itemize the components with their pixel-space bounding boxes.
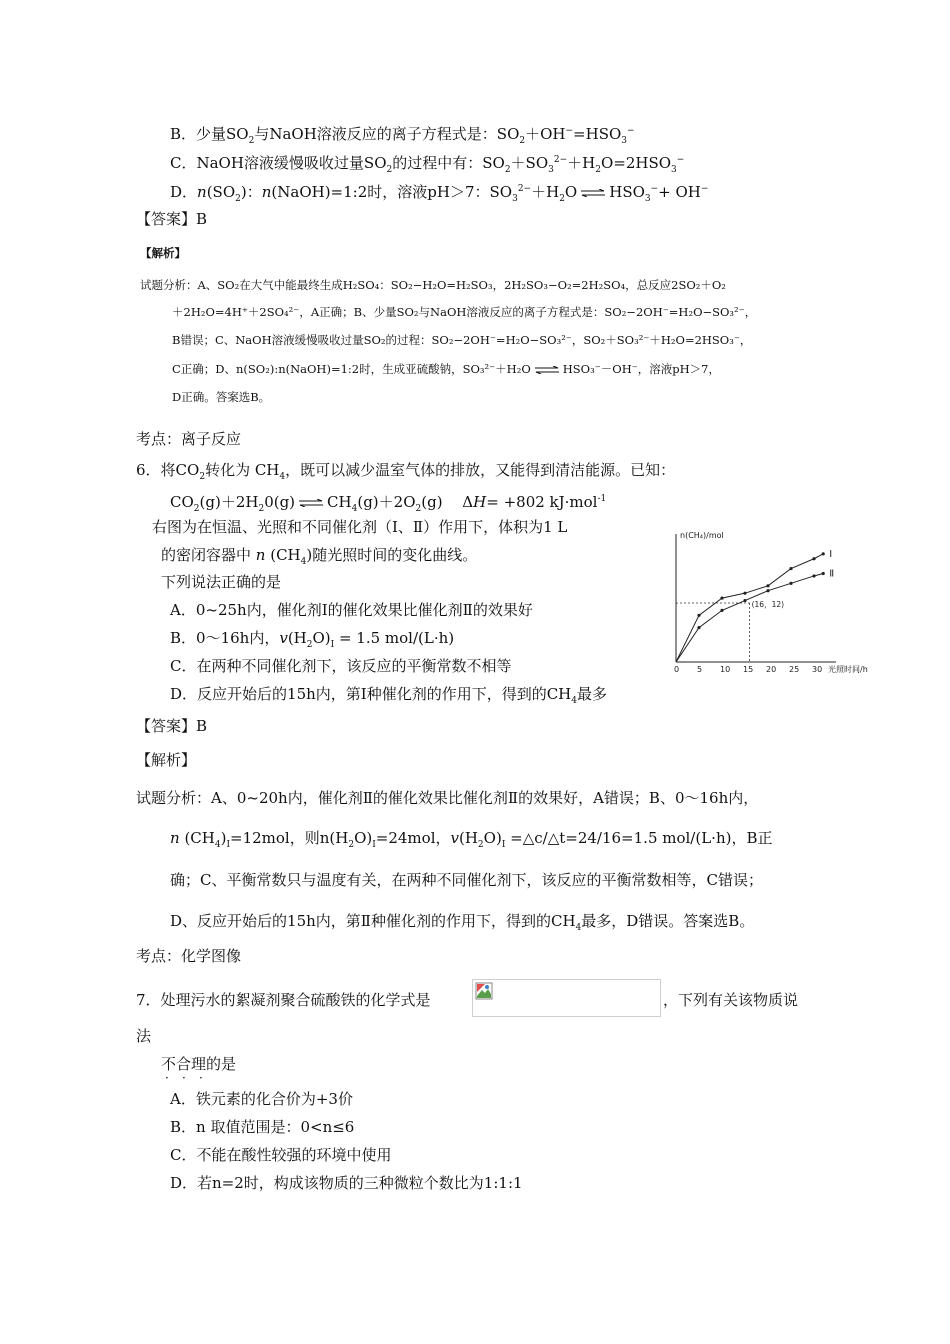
q6-stem: 6．将$CO_2$转化为 $CH_4$，既可以减少温室气体的排放，又能得到清洁能源。已知： <box>136 461 676 482</box>
q5-topic: 考点：离子反应 <box>136 430 242 448</box>
q5-option-d: D．$n(SO_2)$：n(NaOH)=1:2时，溶液pH＞7：$SO_3^{2-}+H_2O$ $HSO_3^-+ OH^-$ <box>170 183 709 204</box>
q6-prompt: 下列说法正确的是 <box>161 573 282 591</box>
series-point-1 <box>697 614 700 617</box>
series-point-1 <box>766 584 769 587</box>
q7-prompt: 不合理的是 <box>161 1055 237 1073</box>
emphasis-dot: · <box>182 1071 186 1085</box>
ch4-time-chart <box>668 524 870 674</box>
series-point-2 <box>812 574 815 577</box>
q5-analysis-line: C正确；D、n(SO₂):n(NaOH)=1:2时，生成亚硫酸钠，SO₃²⁻＋H₂O HSO₃⁻－OH⁻，溶液pH＞7， <box>172 362 720 376</box>
q7-option-c: C．不能在酸性较强的环境中使用 <box>170 1146 392 1164</box>
q6-option-b: B．0～16h内，$v(H_2O)_Ⅰ = 1.5$ mol/(L·h) <box>170 629 455 650</box>
x-tick-label: 25 <box>789 665 800 674</box>
q6-analysis-line: D、反应开始后的15h内，第Ⅱ种催化剂的作用下，得到的$CH_4$最多，D错误。答案选B。 <box>170 912 755 933</box>
series-point-1 <box>822 552 825 555</box>
y-axis-label: n(CH₄)/mol <box>680 531 724 540</box>
q6-analysis-line: 确；C、平衡常数只与温度有关，在两种不同催化剂下，该反应的平衡常数相等，C错误； <box>170 871 763 889</box>
q5-analysis-line: 试题分析：A、SO₂在大气中能最终生成H₂SO₄：SO₂−H₂O=H₂SO₃，2H₂SO₃−O₂=2H₂SO₄，总反应2SO₂＋O₂ <box>140 278 726 292</box>
emphasis-dot: · <box>165 1071 169 1085</box>
q6-option-c: C．在两种不同催化剂下，该反应的平衡常数不相等 <box>170 657 512 675</box>
series-point-2 <box>822 572 825 575</box>
x-tick-label: 10 <box>720 665 731 674</box>
series-point-2 <box>697 626 700 629</box>
q7-option-b: B．n 取值范围是：0<n≤6 <box>170 1118 355 1136</box>
annotation-label: (16，12) <box>751 600 785 609</box>
series-label-1: Ⅰ <box>829 548 833 560</box>
series-point-2 <box>766 589 769 592</box>
series-point-2 <box>789 582 792 585</box>
q6-option-d: D．反应开始后的15h内，第Ⅰ种催化剂的作用下，得到的$CH_4$最多 <box>170 685 608 706</box>
series-point-1 <box>812 557 815 560</box>
q5-analysis-line: ＋2H₂O=4H⁺＋2SO₄²⁻，A正确；B、少量SO₂与NaOH溶液反应的离子方程式是：SO₂−2OH⁻=H₂O−SO₃²⁻， <box>172 305 757 319</box>
q5-option-b: B．少量$SO_2$与NaOH溶液反应的离子方程式是：$SO_2+OH^-=HSO_3^-$ <box>170 125 635 146</box>
x-tick-label: 0 <box>674 665 680 674</box>
x-tick-label: 20 <box>766 665 777 674</box>
broken-image-icon <box>475 982 493 1000</box>
q6-equation: $CO_2(g)+2H_20(g)$ $CH_4(g)+2O_2(g)$ ΔH= +802 kJ·mol$^{-1}$ <box>170 493 607 514</box>
q6-topic: 考点：化学图像 <box>136 947 242 965</box>
q5-answer: 【答案】B <box>136 210 208 228</box>
q6-description: 的密闭容器中 n $(CH_4)$随光照时间的变化曲线。 <box>161 546 478 567</box>
q7-stem: 7．处理污水的絮凝剂聚合硫酸铁的化学式是 <box>136 991 431 1009</box>
x-tick-label: 30 <box>812 665 823 674</box>
formula-image <box>472 979 661 1017</box>
x-axis-label: 光照时间/h <box>828 665 868 674</box>
q7-stem-continued: ，下列有关该物质说 <box>663 991 799 1009</box>
q6-analysis-line: 试题分析：A、0~20h内，催化剂Ⅱ的催化效果比催化剂Ⅱ的效果好，A错误；B、0～16h内， <box>136 789 759 807</box>
q6-option-a: A．0~25h内，催化剂Ⅰ的催化效果比催化剂Ⅱ的效果好 <box>170 601 533 619</box>
q7-option-a: A．铁元素的化合价为+3价 <box>170 1090 353 1108</box>
series-point-1 <box>720 596 723 599</box>
series-point-2 <box>720 609 723 612</box>
q5-analysis-line: D正确。答案选B。 <box>172 390 271 404</box>
q5-option-c: C．NaOH溶液缓慢吸收过量$SO_2$的过程中有：$SO_2+SO_3^{2-}+H_2O=2HSO_3^-$ <box>170 154 685 175</box>
emphasis-dot: · <box>199 1071 203 1085</box>
series-label-2: Ⅱ <box>829 568 835 580</box>
q5-analysis-title: 【解析】 <box>140 246 186 260</box>
q6-analysis-line: n $(CH_4)_Ⅰ=12mol$，则$n(H_2O)_Ⅰ=24mol$，$v(H_2O)_Ⅰ$ =△c/△t=24/16=1.5 mol/(L·h)，B正 <box>170 829 773 850</box>
q6-answer: 【答案】B <box>136 717 208 735</box>
x-tick-label: 15 <box>743 665 754 674</box>
x-tick-label: 5 <box>697 665 703 674</box>
q7-stem-continued: 法 <box>136 1027 152 1045</box>
equilibrium-arrow-icon <box>298 499 324 507</box>
q6-analysis-title: 【解析】 <box>136 751 197 769</box>
series-point-2 <box>743 599 746 602</box>
series-point-1 <box>743 592 746 595</box>
q7-option-d: D．若n=2时，构成该物质的三种微粒个数比为1:1:1 <box>170 1174 523 1192</box>
equilibrium-arrow-icon <box>580 189 606 197</box>
q5-analysis-line: B错误；C、NaOH溶液缓慢吸收过量SO₂的过程：SO₂−2OH⁻=H₂O−SO₃²⁻，SO₂＋SO₃²⁻＋H₂O=2HSO₃⁻， <box>172 333 752 347</box>
series-point-1 <box>789 567 792 570</box>
equilibrium-arrow-icon <box>534 366 560 374</box>
q6-description: 右图为在恒温、光照和不同催化剂（Ⅰ、Ⅱ）作用下，体积为1 L <box>152 518 568 536</box>
